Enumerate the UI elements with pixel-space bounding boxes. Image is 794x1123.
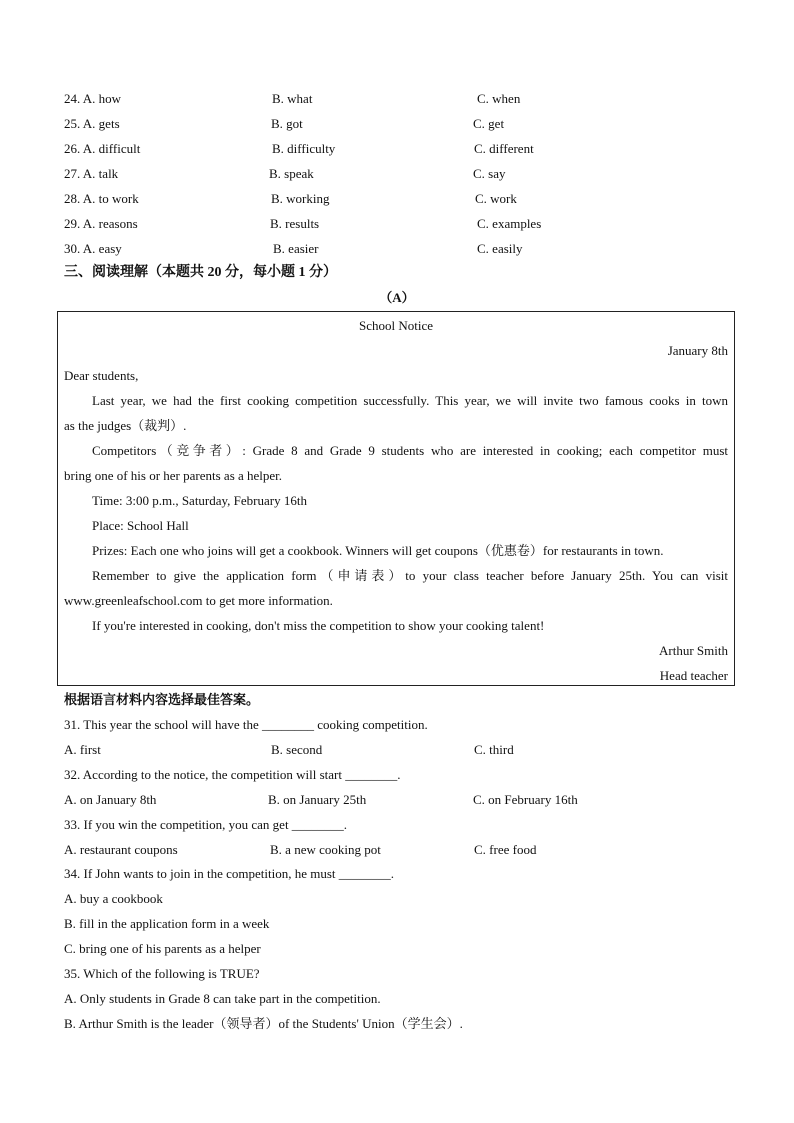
question-32-option-c[interactable]: C. on February 16th xyxy=(473,792,578,807)
question-30-option-c[interactable]: C. easily xyxy=(477,241,523,256)
question-33-option-b[interactable]: B. a new cooking pot xyxy=(270,842,381,857)
question-27-option-a[interactable]: 27. A. talk xyxy=(64,166,119,181)
notice-closing: If you're interested in cooking, don't miss the competition to show your cooking talent! xyxy=(92,618,545,633)
question-32-options xyxy=(64,792,744,808)
question-33-stem: 33. If you win the competition, you can get ________. xyxy=(64,817,348,832)
question-34-option-a[interactable]: A. buy a cookbook xyxy=(64,891,163,906)
question-28-option-b[interactable]: B. working xyxy=(271,191,330,206)
question-33-option-a[interactable]: A. restaurant coupons xyxy=(64,842,178,857)
question-24-option-c[interactable]: C. when xyxy=(477,91,521,106)
notice-remember-line-2: www.greenleafschool.com to get more information. xyxy=(64,593,333,608)
question-26-option-c[interactable]: C. different xyxy=(474,141,534,156)
question-35-option-b[interactable]: B. Arthur Smith is the leader（领导者）of the Students' Union（学生会）. xyxy=(64,1016,463,1031)
question-29-option-a[interactable]: 29. A. reasons xyxy=(64,216,138,231)
notice-date: January 8th xyxy=(667,343,728,358)
question-29-option-b[interactable]: B. results xyxy=(270,216,320,231)
notice-remember-line-1: Remember to give the application form（申请表）to your class teacher before January 25th. You can visit xyxy=(92,568,728,583)
question-26-option-b[interactable]: B. difficulty xyxy=(272,141,336,156)
question-29-option-c[interactable]: C. examples xyxy=(477,216,542,231)
question-25 xyxy=(64,116,744,132)
notice-title: School Notice xyxy=(358,318,433,333)
question-35-stem: 35. Which of the following is TRUE? xyxy=(64,966,260,981)
question-31-option-c[interactable]: C. third xyxy=(474,742,514,757)
question-32-option-b[interactable]: B. on January 25th xyxy=(268,792,367,807)
question-28 xyxy=(64,191,744,207)
question-31-option-a[interactable]: A. first xyxy=(64,742,101,757)
question-34-option-c[interactable]: C. bring one of his parents as a helper xyxy=(64,941,261,956)
question-30-option-a[interactable]: 30. A. easy xyxy=(64,241,122,256)
question-32-option-a[interactable]: A. on January 8th xyxy=(64,792,157,807)
question-35-option-a[interactable]: A. Only students in Grade 8 can take part in the competition. xyxy=(64,991,381,1006)
notice-paragraph-1-line-1: Last year, we had the first cooking competition successfully. This year, we will invite two famous cooks in town xyxy=(92,393,728,408)
question-25-option-c[interactable]: C. get xyxy=(473,116,505,131)
question-33-option-c[interactable]: C. free food xyxy=(474,842,537,857)
question-27 xyxy=(64,166,744,182)
notice-signature-name: Arthur Smith xyxy=(659,643,728,658)
notice-paragraph-2-line-2: bring one of his or her parents as a helper. xyxy=(64,468,283,483)
question-31-options xyxy=(64,742,744,758)
notice-greeting: Dear students, xyxy=(64,368,139,383)
question-31-option-b[interactable]: B. second xyxy=(271,742,323,757)
question-28-option-c[interactable]: C. work xyxy=(475,191,517,206)
question-34-stem: 34. If John wants to join in the competition, he must ________. xyxy=(64,866,395,881)
passage-label: （A） xyxy=(379,290,415,305)
question-28-option-a[interactable]: 28. A. to work xyxy=(64,191,139,206)
question-27-option-b[interactable]: B. speak xyxy=(269,166,314,181)
question-25-option-b[interactable]: B. got xyxy=(271,116,303,131)
question-26 xyxy=(64,141,744,157)
question-27-option-c[interactable]: C. say xyxy=(473,166,506,181)
question-24-option-a[interactable]: 24. A. how xyxy=(64,91,122,106)
question-25-option-a[interactable]: 25. A. gets xyxy=(64,116,120,131)
notice-time: Time: 3:00 p.m., Saturday, February 16th xyxy=(92,493,307,508)
notice-place: Place: School Hall xyxy=(92,518,189,533)
instruction: 根据语言材料内容选择最佳答案。 xyxy=(64,692,260,707)
notice-signature-title: Head teacher xyxy=(659,668,728,683)
question-32-stem: 32. According to the notice, the competition will start ________. xyxy=(64,767,401,782)
notice-paragraph-2-line-1: Competitors（竞争者）: Grade 8 and Grade 9 students who are interested in cooking; each competitor must xyxy=(92,443,728,458)
question-26-option-a[interactable]: 26. A. difficult xyxy=(64,141,141,156)
question-30-option-b[interactable]: B. easier xyxy=(273,241,319,256)
notice-paragraph-1-line-2: as the judges（裁判）. xyxy=(64,418,187,433)
question-29 xyxy=(64,216,744,232)
notice-prizes: Prizes: Each one who joins will get a cookbook. Winners will get coupons（优惠卷）for restaurants in town. xyxy=(92,543,664,558)
question-24 xyxy=(64,91,744,107)
question-30 xyxy=(64,241,744,257)
section-title: 三、阅读理解（本题共 20 分，每小题 1 分） xyxy=(64,265,337,280)
question-34-option-b[interactable]: B. fill in the application form in a week xyxy=(64,916,270,931)
question-24-option-b[interactable]: B. what xyxy=(272,91,313,106)
school-notice-box xyxy=(57,311,735,686)
question-33-options xyxy=(64,842,744,858)
question-31-stem: 31. This year the school will have the ________ cooking competition. xyxy=(64,717,428,732)
